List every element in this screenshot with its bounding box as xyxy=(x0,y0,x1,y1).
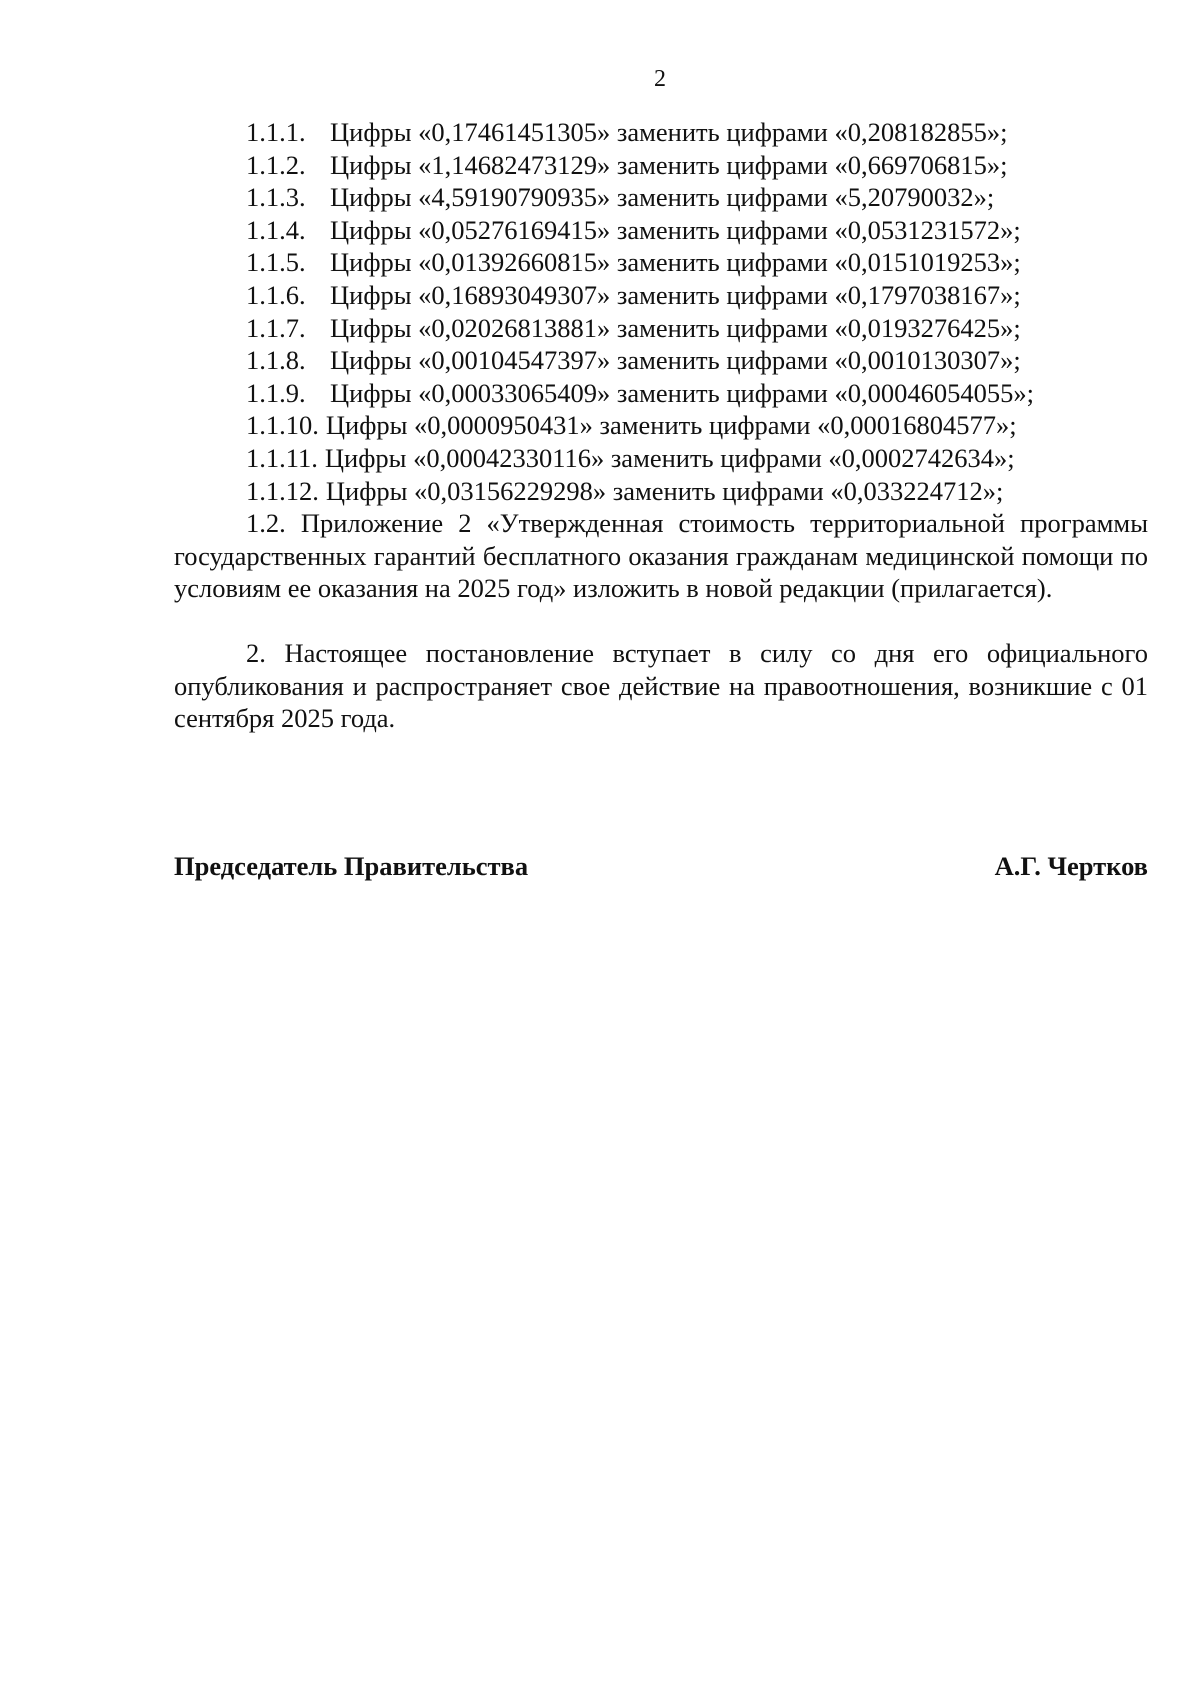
list-item xyxy=(174,214,1148,247)
list-item-text: Цифры «0,05276169415» заменить цифрами «0,0531231572»; xyxy=(330,214,1021,245)
list-item-number: 1.1.2. xyxy=(246,149,306,180)
list-item xyxy=(174,475,1148,508)
list-item-number: 1.1.9. xyxy=(246,377,306,408)
list-item-text: Цифры «0,00042330116» заменить цифрами «0,0002742634»; xyxy=(324,442,1015,473)
list-item-number: 1.1.7. xyxy=(246,312,306,343)
list-item-number: 1.1.10. xyxy=(246,410,319,441)
list-item-text: Цифры «1,14682473129» заменить цифрами «0,669706815»; xyxy=(330,149,1008,180)
signatory-position: Председатель Правительства xyxy=(174,851,529,881)
signature-block xyxy=(174,850,1148,882)
list-item-text: Цифры «0,02026813881» заменить цифрами «0,0193276425»; xyxy=(330,312,1021,343)
list-item-text: Цифры «4,59190790935» заменить цифрами «5,20790032»; xyxy=(330,182,995,213)
list-item-text: Цифры «0,00033065409» заменить цифрами «0,00046054055»; xyxy=(330,377,1034,408)
document-body xyxy=(174,116,1148,735)
list-item-number: 1.1.6. xyxy=(246,279,306,310)
list-item xyxy=(174,116,1148,149)
list-item-number: 1.1.1. xyxy=(246,117,306,147)
list-item xyxy=(174,149,1148,182)
paragraph-2: 2. Настоящее постановление вступает в силу со дня его официального опубликования и распространяет свое действие на правоотношения, возникшие с 01 сентября 2025 года. xyxy=(174,637,1148,734)
list-item-number: 1.1.4. xyxy=(246,214,306,245)
list-item-number: 1.1.5. xyxy=(246,247,306,278)
signatory-name: А.Г. Чертков xyxy=(994,851,1148,881)
list-item-text: Цифры «0,00104547397» заменить цифрами «0,0010130307»; xyxy=(330,345,1021,376)
list-item xyxy=(174,279,1148,312)
list-item xyxy=(174,312,1148,345)
list-item-number: 1.1.8. xyxy=(246,345,306,376)
list-item xyxy=(174,377,1148,410)
paragraph-1-2: 1.2. Приложение 2 «Утвержденная стоимость территориальной программы государственных гарантий бесплатного оказания гражданам медицинской помощи по условиям ее оказания на 2025 год» изложить в новой редакции (прилагается). xyxy=(174,508,1148,604)
list-item-text: Цифры «0,0000950431» заменить цифрами «0,00016804577»; xyxy=(325,410,1017,441)
list-item xyxy=(174,181,1148,214)
list-item-text: Цифры «0,01392660815» заменить цифрами «0,0151019253»; xyxy=(330,247,1021,278)
page-number: 2 xyxy=(654,66,666,92)
list-item xyxy=(174,442,1148,475)
list-item-number: 1.1.3. xyxy=(246,182,306,213)
list-item-text: Цифры «0,17461451305» заменить цифрами «0,208182855»; xyxy=(330,117,1008,147)
list-item-text: Цифры «0,16893049307» заменить цифрами «0,1797038167»; xyxy=(330,279,1021,310)
list-item-text: Цифры «0,03156229298» заменить цифрами «0,033224712»; xyxy=(325,475,1004,506)
list-item xyxy=(174,409,1148,442)
list-item xyxy=(174,344,1148,377)
list-item xyxy=(174,246,1148,279)
list-item-number: 1.1.11. xyxy=(246,442,318,473)
list-item-number: 1.1.12. xyxy=(246,475,319,506)
